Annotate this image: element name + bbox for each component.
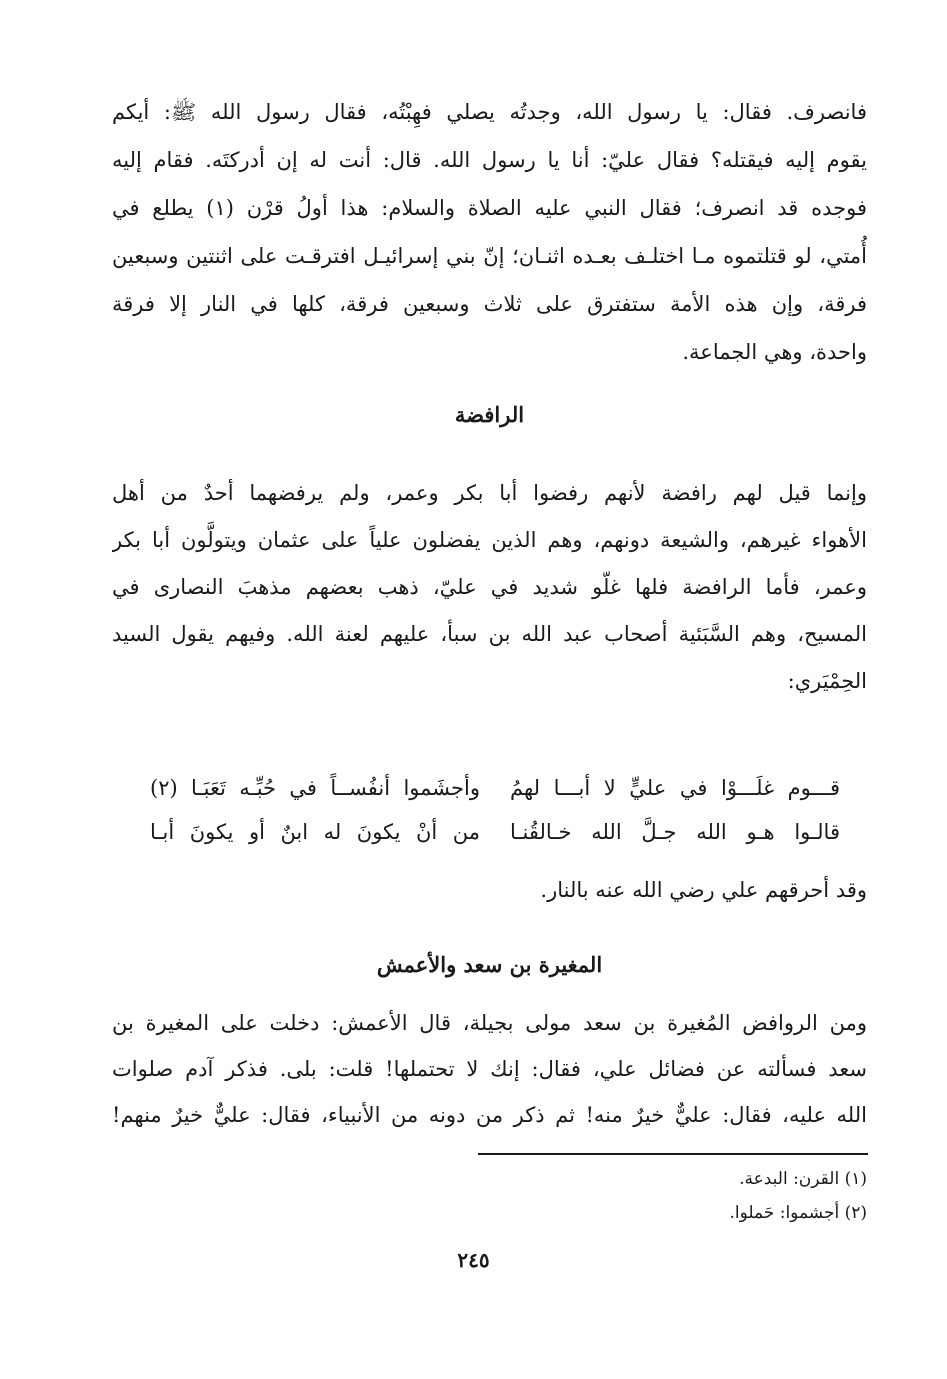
verse-first-hemistich: قالـوا هـو الله جـلَّ الله خـالقُنـا [510, 820, 840, 844]
paragraph-hadith [112, 88, 867, 376]
text-line: سعد فسألته عن فضائل علي، فقال: إنك لا تحتملها! قلت: بلى. فذكر آدم صلوات [112, 1057, 867, 1081]
verse-second-hemistich: من أنْ يكونَ له ابنٌ أو يكونَ أبـا [150, 820, 480, 844]
paragraph-mughira [112, 1000, 867, 1138]
text-line: وإنما قيل لهم رافضة لأنهم رفضوا أبا بكر وعمر، ولم يرفضهما أحدٌ من أهل [112, 481, 867, 505]
verse-first-hemistich: قـــوم غلَـــوْا في عليٍّ لا أبـــا لهمُ [510, 776, 840, 800]
page-number: ٢٤٥ [457, 1248, 490, 1272]
footnote: (١) القرن: البدعة. [739, 1169, 867, 1189]
verse-second-hemistich: وأجشَموا أنفُســاً في حُبِّـه تَعَبَـا (٢) [150, 776, 480, 800]
poem [150, 766, 840, 854]
text-line: أُمتي، لو قتلتموه مـا اختلـف بعـده اثنـان؛ إنّ بني إسرائيـل افترقـت على اثنتين وسبعين [112, 244, 867, 268]
paragraph-rafida [112, 470, 867, 705]
text-line: فانصرف. فقال: يا رسول الله، وجدتُه يصلي فهِبْتُه، فقال رسول الله ﷺ: أيكم [112, 100, 867, 124]
poem-verse [150, 810, 840, 854]
footnote: (٢) أجشموا: حَملوا. [729, 1203, 867, 1223]
text-line: فوجده قد انصرف؛ فقال النبي عليه الصلاة والسلام: هذا أولُ قرْن (١) يطلع في [112, 196, 867, 220]
text-line: الأهواء غيرهم، والشيعة دونهم، وهم الذين يفضلون علياً على عثمان ويتولَّون أبا بكر [112, 528, 867, 552]
text-line: المسيح، وهم السَّبَئية أصحاب عبد الله بن سبأ، عليهم لعنة الله. وفيهم يقول السيد [112, 622, 867, 646]
section-heading-rafida: الرافضة [454, 402, 525, 427]
text-line: واحدة، وهي الجماعة. [682, 340, 867, 364]
text-line: فرقة، وإن هذه الأمة ستفترق على ثلاث وسبعين فرقة، كلها في النار إلا فرقة [112, 292, 867, 316]
text-line: وعمر، فأما الرافضة فلها غلّو شديد في عليّ، ذهب بعضهم مذهبَ النصارى في [112, 575, 867, 599]
text-line: الله عليه، فقال: عليٌّ خيرٌ منه! ثم ذكر من دونه من الأنبياء، فقال: عليٌّ خيرٌ منهم! [112, 1103, 867, 1127]
footnote-divider [478, 1153, 868, 1155]
poem-verse [150, 766, 840, 810]
text-line: ومن الروافض المُغيرة بن سعد مولى بجيلة، قال الأعمش: دخلت على المغيرة بن [112, 1011, 867, 1035]
text-line: الحِمْيَري: [787, 669, 867, 693]
footnotes [367, 1162, 867, 1230]
text-line: يقوم إليه فيقتله؟ فقال عليّ: أنا يا رسول الله. قال: أنت له إن أدركتَه. فقام إليه [112, 148, 867, 172]
closing-sentence: وقد أحرقهم علي رضي الله عنه بالنار. [540, 878, 867, 902]
section-heading-mughira: المغيرة بن سعد والأعمش [376, 952, 603, 977]
